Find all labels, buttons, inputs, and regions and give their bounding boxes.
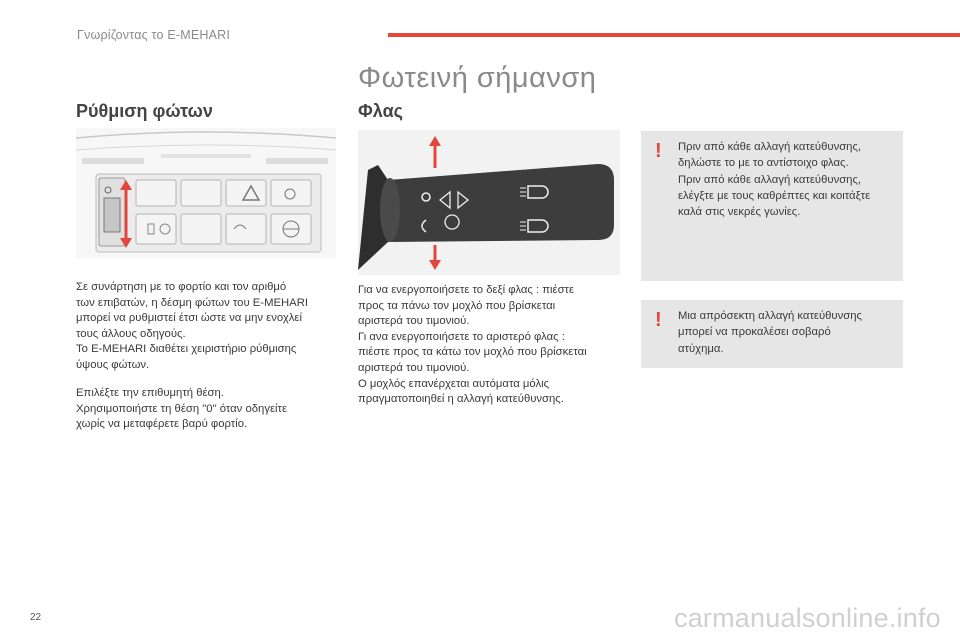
text-line: αριστερά του τιμονιού. — [358, 315, 470, 328]
header-accent-bar — [388, 33, 960, 37]
text-line: προς τα πάνω τον μοχλό που βρίσκεται — [358, 299, 556, 312]
text-line: πιέστε προς τα κάτω τον μοχλό που βρίσκεται — [358, 346, 587, 359]
exclamation-icon: ! — [655, 140, 662, 162]
text-line: Για να ενεργοποιήσετε το δεξί φλας : πιέστε — [358, 284, 575, 296]
dashboard-switch-illustration — [76, 128, 336, 258]
page-number: 22 — [30, 612, 42, 623]
warning-note-2 — [641, 300, 903, 368]
text-line: Επιλέξτε την επιθυμητή θέση. — [76, 387, 224, 399]
text-line: των επιβατών, η δέσμη φώτων του E-MEHARI — [76, 296, 309, 309]
section-title: Φωτεινή σήμανση — [358, 62, 597, 94]
text-line: ατύχημα. — [678, 342, 724, 355]
text-line: τους άλλους οδηγούς. — [76, 327, 186, 340]
warning-note-1 — [641, 131, 903, 281]
indicators-text — [358, 283, 623, 408]
text-line: ελέγξτε με τους καθρέπτες και κοιτάξτε — [678, 189, 871, 202]
exclamation-icon: ! — [655, 309, 662, 331]
text-line: πραγματοποιηθεί η αλλαγή κατεύθυνσης. — [358, 393, 564, 406]
text-line: δηλώστε το με το αντίστοιχο φλας. — [678, 157, 849, 170]
headlamp-adjust-text-1 — [76, 280, 346, 374]
text-line: μπορεί να προκαλέσει σοβαρό — [678, 326, 831, 339]
text-line: μπορεί να ρυθμιστεί έτσι ώστε να μην ενοχλεί — [76, 312, 302, 325]
text-line: Ο μοχλός επανέρχεται αυτόματα μόλις — [358, 377, 550, 390]
headlamp-adjust-heading: Ρύθμιση φώτων — [76, 101, 213, 121]
text-line: αριστερά του τιμονιού. — [358, 361, 470, 374]
warning-note-text — [678, 308, 891, 357]
indicators-heading: Φλας — [358, 101, 403, 121]
text-line: Γι ανα ενεργοποιήσετε το αριστερό φλας : — [358, 330, 565, 343]
text-line: Πριν από κάθε αλλαγή κατεύθυνσης, — [678, 173, 862, 186]
text-line: Σε συνάρτηση με το φορτίο και τον αριθμό — [76, 281, 287, 293]
text-line: χωρίς να μεταφέρετε βαρύ φορτίο. — [76, 418, 248, 431]
text-line: ύψους φώτων. — [76, 358, 150, 371]
text-line: Το E-MEHARI διαθέτει χειριστήριο ρύθμισης — [76, 343, 297, 356]
warning-note-text — [678, 139, 891, 220]
text-line: καλά στις νεκρές γωνίες. — [678, 206, 801, 219]
headlamp-adjust-text-2 — [76, 386, 346, 433]
watermark: carmanualsonline.info — [674, 603, 941, 633]
text-line: Πριν από κάθε αλλαγή κατεύθυνσης, — [678, 141, 862, 153]
indicator-stalk-illustration — [358, 130, 620, 275]
text-line: Μια απρόσεκτη αλλαγή κατεύθυνσης — [678, 310, 862, 322]
text-line: Χρησιμοποιήστε τη θέση "0" όταν οδηγείτε — [76, 402, 288, 415]
header-title: Γνωρίζοντας το E-MEHARI — [77, 28, 231, 42]
